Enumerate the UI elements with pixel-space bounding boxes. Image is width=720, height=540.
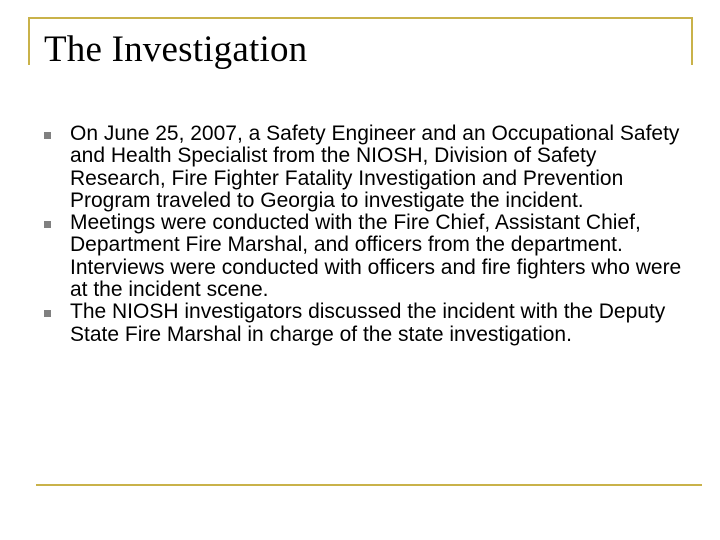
bullet-item — [44, 123, 694, 212]
bullet-text: Meetings were conducted with the Fire Chief, Assistant Chief, Department Fire Marshal, and officers from the department. Interviews were conducted with officers and fire fighters who were at the incident scene. — [70, 211, 682, 302]
square-bullet-icon — [44, 221, 51, 228]
square-bullet-icon — [44, 310, 51, 317]
footer-divider-line — [36, 484, 702, 486]
bullet-item — [44, 301, 694, 346]
title-frame-top-line — [28, 17, 693, 19]
bullet-list — [44, 123, 694, 346]
bullet-text: On June 25, 2007, a Safety Engineer and an Occupational Safety and Health Specialist from the NIOSH, Division of Safety Research, Fire Fighter Fatality Investigation and Prevention Program traveled to Georgia to investigate the incident. — [70, 122, 680, 212]
title-frame-left-line — [28, 17, 30, 65]
title-frame-right-line — [691, 17, 693, 65]
bullet-item — [44, 212, 694, 301]
bullet-text: The NIOSH investigators discussed the incident with the Deputy State Fire Marshal in charge of the state investigation. — [70, 300, 666, 346]
slide-title: The Investigation — [44, 29, 308, 70]
square-bullet-icon — [44, 132, 51, 139]
